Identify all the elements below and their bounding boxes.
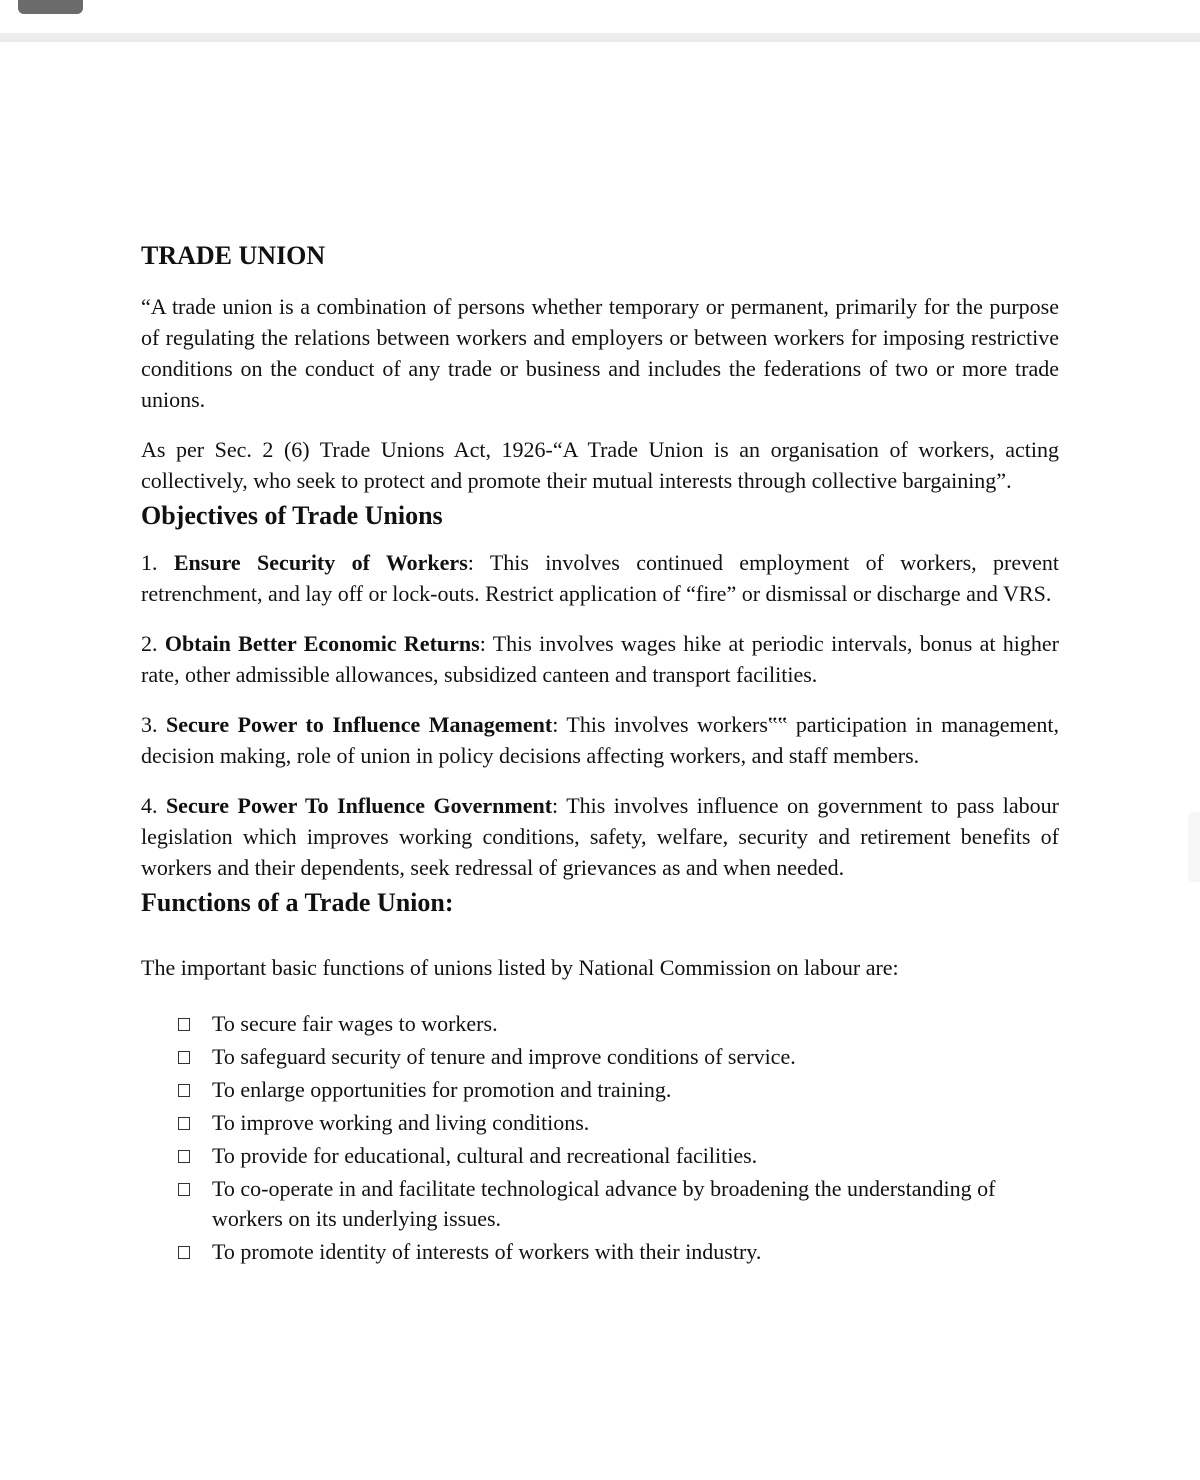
objective-item [141, 547, 1059, 609]
objective-term: Ensure Security of Workers [173, 550, 468, 575]
checkbox-icon [178, 1051, 190, 1064]
checkbox-icon [178, 1150, 190, 1163]
objective-number: 4. [141, 793, 158, 818]
objective-text: : This involves continued employment of workers, prevent retrenchment, and lay off or lock-outs. Restrict application of “fire” or dismissal or discharge and VRS. [141, 550, 1059, 606]
objective-number: 1. [141, 550, 158, 575]
document-title: TRADE UNION [141, 241, 326, 270]
functions-list [141, 1009, 1059, 1267]
functions-heading: Functions of a Trade Union: [141, 888, 454, 917]
function-text: To promote identity of interests of workers with their industry. [212, 1239, 762, 1264]
checkbox-icon [178, 1117, 190, 1130]
checkbox-icon [178, 1183, 190, 1196]
function-item [141, 1009, 1059, 1039]
objectives-heading: Objectives of Trade Unions [141, 501, 443, 530]
objective-term: Secure Power To Influence Government [165, 793, 553, 818]
function-item [141, 1237, 1059, 1267]
objective-item [141, 790, 1059, 883]
objective-term: Obtain Better Economic Returns [164, 631, 480, 656]
function-text: To co-operate in and facilitate technological advance by broadening the understanding of workers on its underlying issues. [212, 1176, 996, 1231]
function-text: To improve working and living conditions. [212, 1110, 590, 1135]
function-item [141, 1141, 1059, 1171]
toolbar-divider [0, 33, 1200, 42]
checkbox-icon [178, 1018, 190, 1031]
act-definition-paragraph: As per Sec. 2 (6) Trade Unions Act, 1926-“A Trade Union is an organisation of workers, acting collectively, who seek to protect and promote their mutual interests through collective bargaining”. [141, 437, 1059, 493]
function-text: To safeguard security of tenure and improve conditions of service. [212, 1044, 796, 1069]
function-text: To provide for educational, cultural and recreational facilities. [212, 1143, 758, 1168]
document-page [141, 236, 1059, 1270]
definition-paragraph: “A trade union is a combination of persons whether temporary or permanent, primarily for the purpose of regulating the relations between workers and employers or between workers for imposing restrictive conditions on the conduct of any trade or business and includes the federations of two or more trade unions. [141, 294, 1059, 412]
function-item [141, 1075, 1059, 1105]
objective-number: 3. [141, 712, 158, 737]
scrollbar-handle[interactable] [1188, 812, 1200, 882]
function-text: To enlarge opportunities for promotion and training. [212, 1077, 672, 1102]
function-text: To secure fair wages to workers. [212, 1011, 498, 1036]
objective-text: : This involves workers‟‟ participation in management, decision making, role of union in policy decisions affecting workers, and staff members. [141, 712, 1060, 768]
function-item [141, 1042, 1059, 1072]
checkbox-icon [178, 1084, 190, 1097]
objective-item [141, 709, 1059, 771]
checkbox-icon [178, 1246, 190, 1259]
function-item [141, 1108, 1059, 1138]
function-item [141, 1174, 1059, 1234]
objective-text: : This involves wages hike at periodic intervals, bonus at higher rate, other admissible allowances, subsidized canteen and transport facilities. [141, 631, 1060, 687]
objective-number: 2. [141, 631, 158, 656]
objective-item [141, 628, 1059, 690]
objective-term: Secure Power to Influence Management [165, 712, 553, 737]
objective-text: : This involves influence on government to pass labour legislation which improves working conditions, safety, welfare, security and retirement benefits of workers and their dependents, seek redressal of grievances as and when needed. [141, 793, 1059, 880]
functions-intro: The important basic functions of unions listed by National Commission on labour are: [141, 955, 899, 980]
top-tab-handle[interactable] [18, 0, 83, 14]
